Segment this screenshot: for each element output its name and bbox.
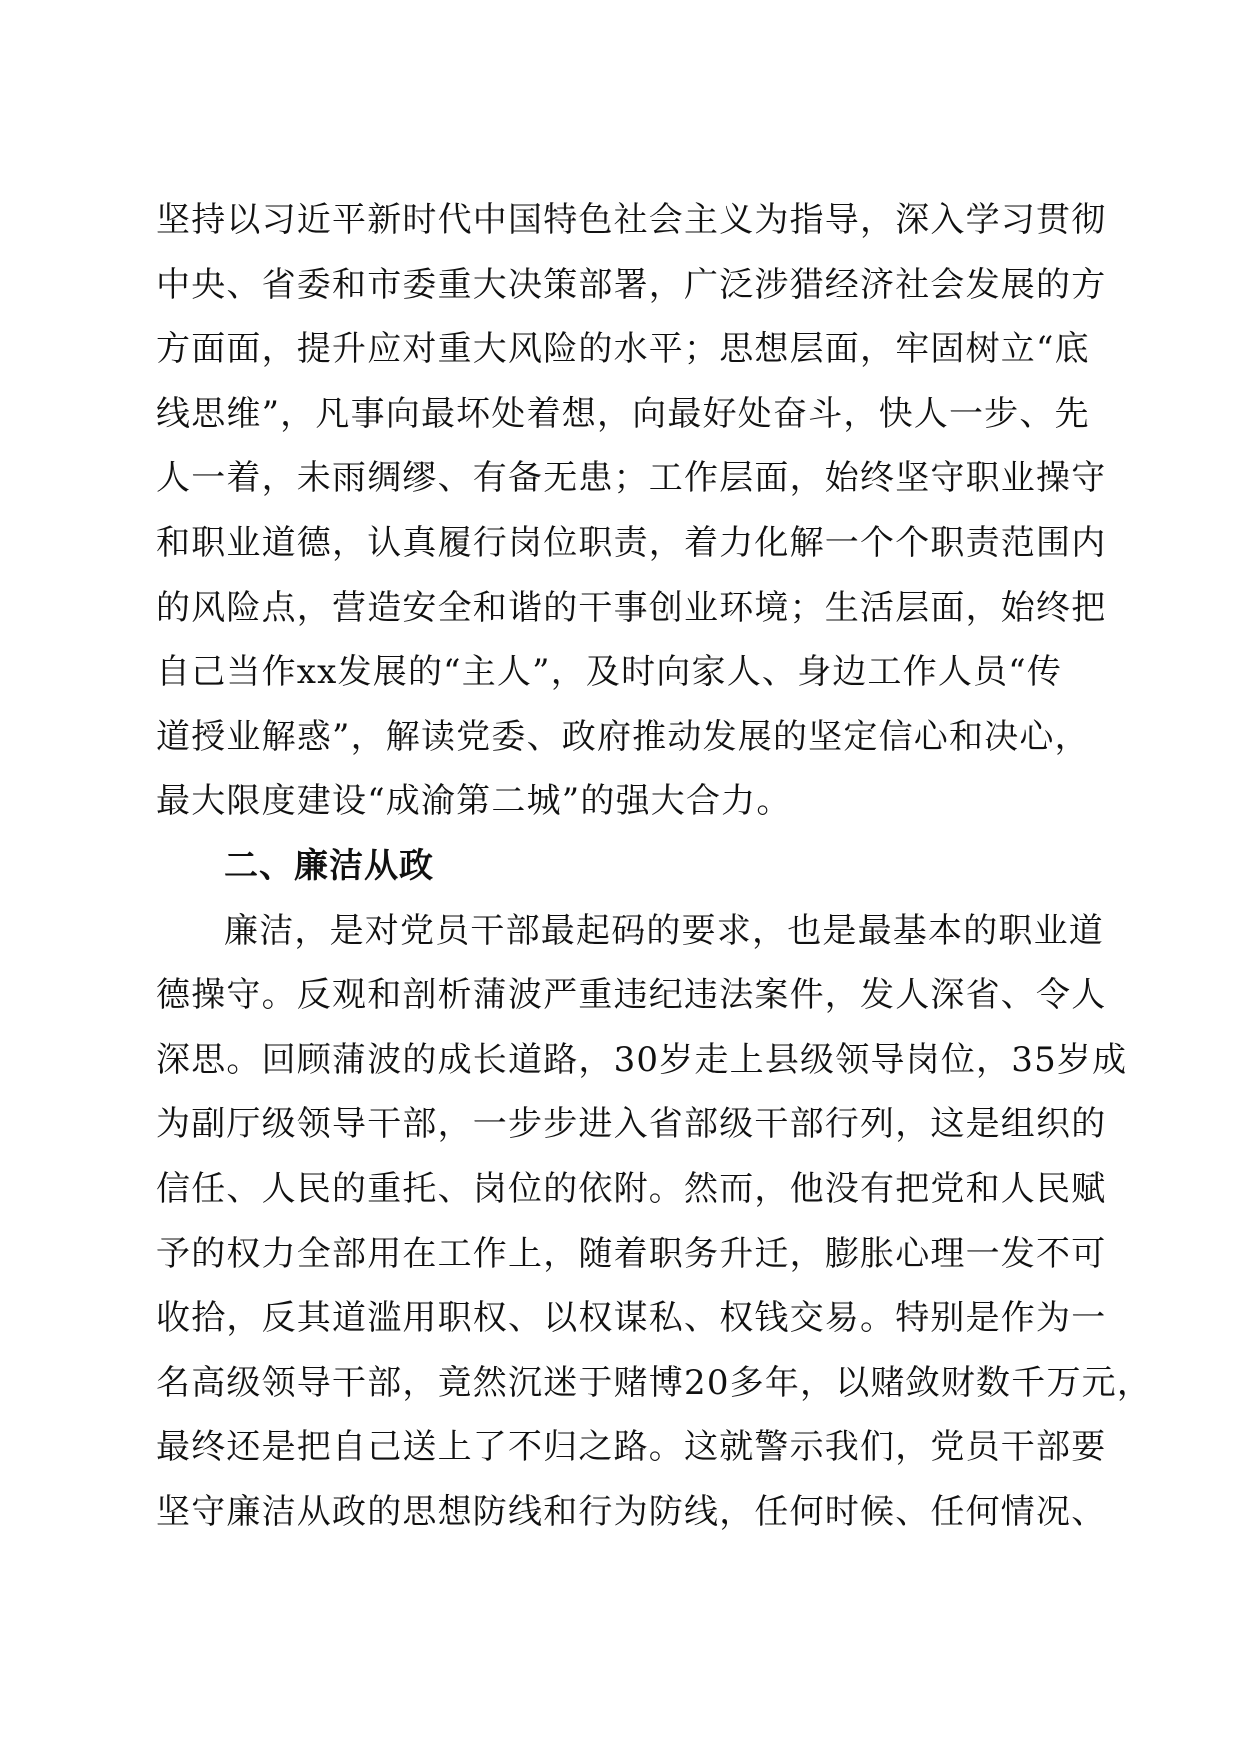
paragraph-1-line: 自己当作xx发展的“主人”，及时向家人、身边工作人员“传 (156, 652, 1063, 693)
document-body (156, 188, 1156, 1544)
paragraph-1-line: 线思维”，凡事向最坏处着想，向最好处奋斗，快人一步、先 (156, 393, 1090, 434)
paragraph-1-line: 坚持以习近平新时代中国特色社会主义为指导，深入学习贯彻 (156, 200, 1107, 240)
paragraph-2-line: 廉洁，是对党员干部最起码的要求，也是最基本的职业道 (224, 910, 1104, 951)
paragraph-2-line: 为副厅级领导干部，一步步进入省部级干部行列，这是组织的 (156, 1104, 1107, 1145)
paragraph-1-line: 中央、省委和市委重大决策部署，广泛涉猎经济社会发展的方 (156, 264, 1107, 305)
paragraph-2-line: 坚守廉洁从政的思想防线和行为防线，任何时候、任何情况、 (156, 1491, 1107, 1532)
paragraph-2-line: 深思。回顾蒲波的成长道路，30岁走上县级领导岗位，35岁成 (156, 1039, 1128, 1080)
paragraph-2-line: 名高级领导干部，竟然沉迷于赌博20多年，以赌敛财数千万元， (156, 1362, 1153, 1403)
paragraph-2-line: 信任、人民的重托、岗位的依附。然而，他没有把党和人民赋 (156, 1168, 1107, 1209)
section-heading: 二、廉洁从政 (224, 845, 434, 886)
paragraph-1-line: 和职业道德，认真履行岗位职责，着力化解一个个职责范围内 (156, 522, 1107, 563)
paragraph-2-line: 收拾，反其道滥用职权、以权谋私、权钱交易。特别是作为一 (156, 1298, 1107, 1339)
paragraph-1-line: 道授业解惑”，解读党委、政府推动发展的坚定信心和决心， (156, 716, 1090, 757)
paragraph-2-line: 德操守。反观和剖析蒲波严重违纪违法案件，发人深省、令人 (156, 975, 1107, 1016)
paragraph-2-line: 予的权力全部用在工作上，随着职务升迁，膨胀心理一发不可 (156, 1233, 1107, 1274)
paragraph-1-line: 人一着，未雨绸缪、有备无患；工作层面，始终坚守职业操守 (156, 458, 1107, 499)
paragraph-1-line: 最大限度建设“成渝第二城”的强大合力。 (156, 781, 792, 822)
paragraph-1-line: 方面面，提升应对重大风险的水平；思想层面，牢固树立“底 (156, 329, 1090, 370)
paragraph-1-line: 的风险点，营造安全和谐的干事创业环境；生活层面，始终把 (156, 587, 1107, 628)
paragraph-2-line: 最终还是把自己送上了不归之路。这就警示我们，党员干部要 (156, 1427, 1107, 1468)
